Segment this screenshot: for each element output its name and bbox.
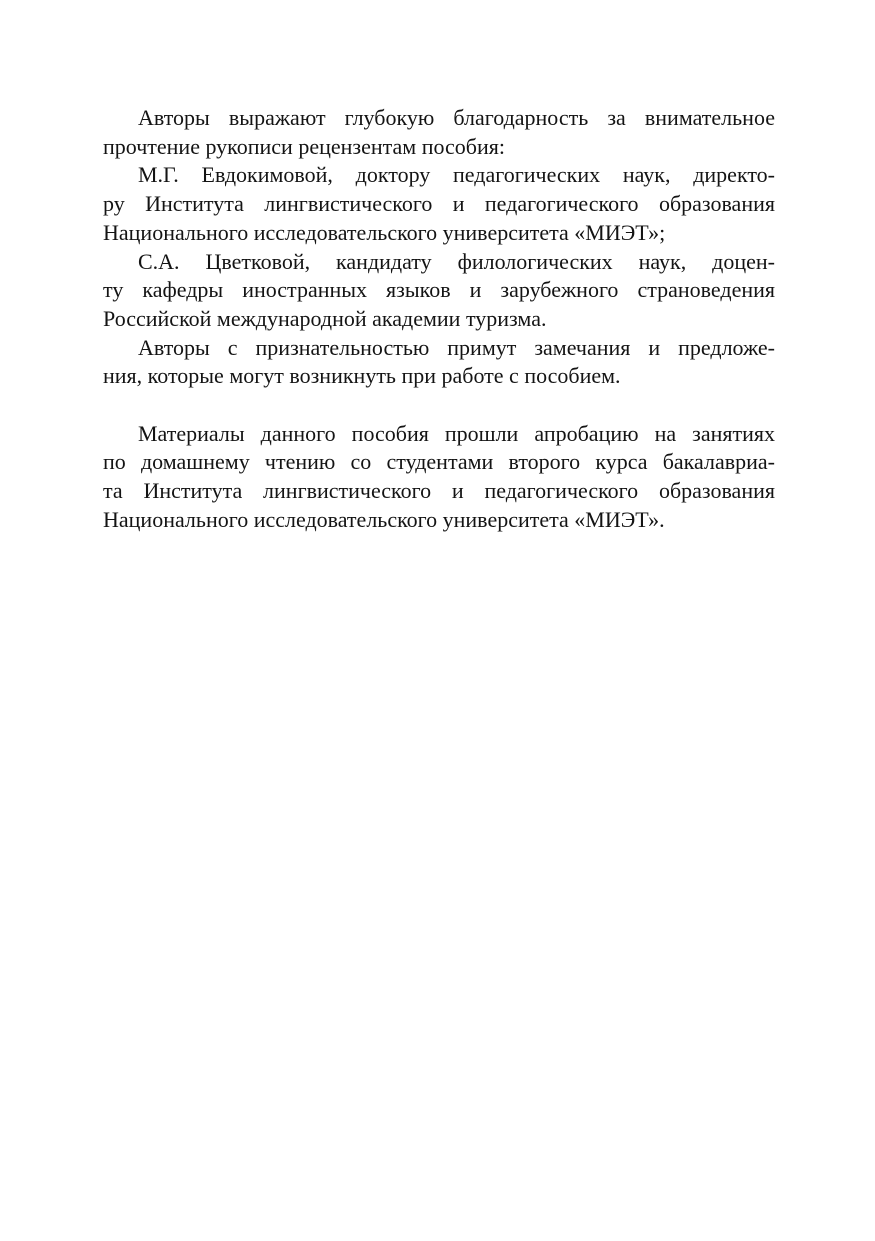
text-line: по домашнему чтению со студентами второго курса бакалавриа-	[103, 449, 775, 475]
text-line: прочтение рукописи рецензентам пособия:	[103, 133, 505, 159]
page-text-block	[103, 104, 775, 535]
paragraph-feedback-note	[103, 334, 775, 391]
text-line: ру Института лингвистического и педагогического образования	[103, 191, 775, 217]
paragraph-reviewer-evdokimova	[103, 161, 775, 247]
text-line: Национального исследовательского университета «МИЭТ»;	[103, 219, 666, 245]
text-line: та Института лингвистического и педагогического образования	[103, 478, 775, 504]
paragraph-reviewer-tsvetkova	[103, 248, 775, 334]
text-line: ту кафедры иностранных языков и зарубежного страноведения	[103, 277, 775, 303]
text-line: Российской международной академии туризма.	[103, 305, 547, 331]
text-line: М.Г. Евдокимовой, доктору педагогических наук, директо-	[138, 162, 775, 188]
paragraph-acknowledgement-intro	[103, 104, 775, 161]
text-line: Национального исследовательского университета «МИЭТ».	[103, 506, 665, 532]
text-line: Материалы данного пособия прошли апробацию на занятиях	[138, 420, 775, 446]
text-line: ния, которые могут возникнуть при работе с пособием.	[103, 363, 621, 389]
text-line: Авторы выражают глубокую благодарность за внимательное	[138, 105, 775, 130]
text-line: Авторы с признательностью примут замечания и предложе-	[138, 334, 775, 360]
paragraph-approbation-note	[103, 420, 775, 535]
text-line: С.А. Цветковой, кандидату филологических наук, доцен-	[138, 248, 775, 274]
